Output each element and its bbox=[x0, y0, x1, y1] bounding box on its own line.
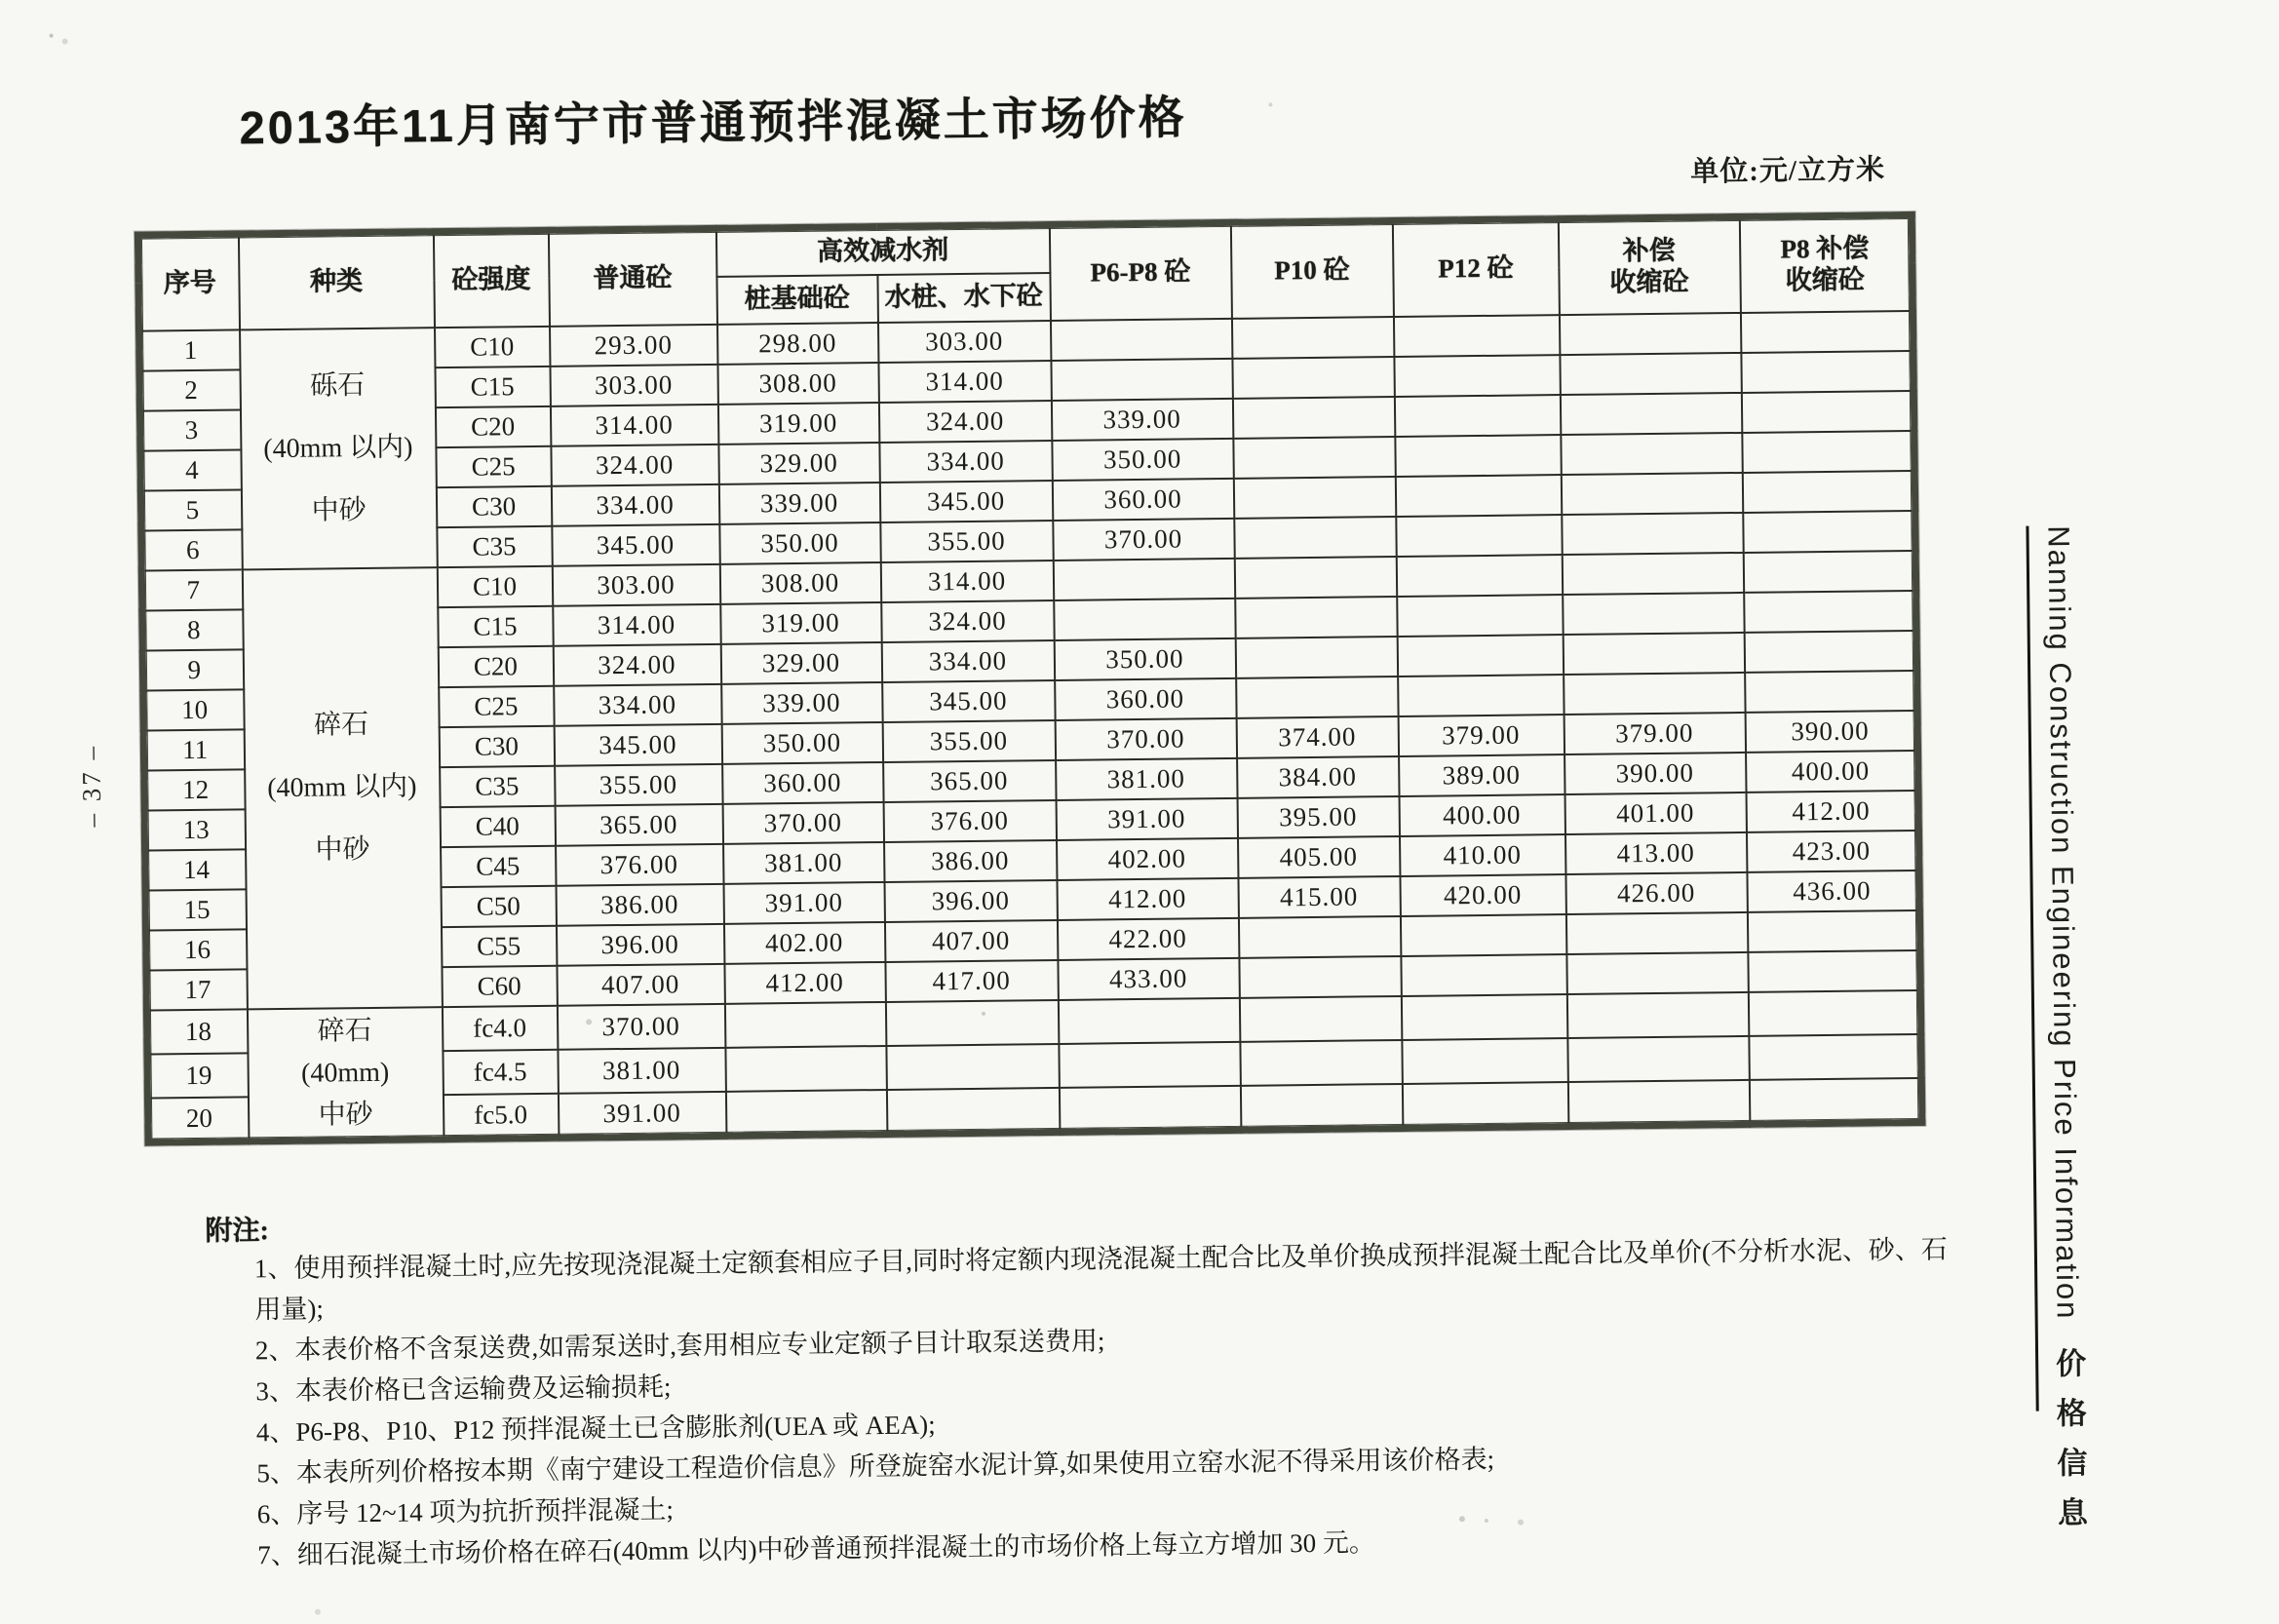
price-cell: 389.00 bbox=[1399, 754, 1564, 796]
note-item: 4、P6-P8、P10、P12 预拌混凝土已含膨胀剂(UEA 或 AEA); bbox=[255, 1410, 936, 1448]
price-cell: 334.00 bbox=[551, 483, 718, 525]
price-cell: 417.00 bbox=[885, 959, 1058, 1001]
price-cell: 329.00 bbox=[720, 641, 881, 683]
price-cell bbox=[886, 1088, 1060, 1134]
note-item: 1、使用预拌混凝土时,应先按现浇混凝土定额套相应子目,同时将定额内现浇混凝土配合比及单价换成预拌混凝土配合比及单价(不分析水泥、砂、石用量); bbox=[253, 1234, 1949, 1325]
price-cell bbox=[1235, 596, 1397, 638]
strength-grade-cell: fc5.0 bbox=[443, 1094, 559, 1140]
row-number-cell: 2 bbox=[139, 369, 240, 410]
price-cell: 370.00 bbox=[557, 1003, 725, 1049]
price-cell bbox=[1393, 315, 1559, 357]
header-p10: P10 砼 bbox=[1230, 221, 1393, 319]
row-number-cell: 6 bbox=[141, 529, 242, 570]
price-cell: 391.00 bbox=[1056, 797, 1237, 839]
price-cell bbox=[1564, 672, 1745, 714]
price-cell bbox=[724, 1001, 886, 1047]
price-cell bbox=[1395, 475, 1561, 517]
price-cell: 324.00 bbox=[553, 643, 720, 685]
price-cell bbox=[1749, 1034, 1922, 1080]
price-cell bbox=[1239, 995, 1402, 1041]
price-cell bbox=[1231, 317, 1393, 359]
price-cell bbox=[1396, 555, 1562, 597]
sidebar-vertical-text bbox=[2036, 525, 2090, 1547]
notes-section bbox=[205, 1189, 1963, 1575]
price-cell: 339.00 bbox=[1051, 398, 1232, 440]
price-cell bbox=[1743, 510, 1915, 552]
price-cell bbox=[1562, 552, 1743, 594]
price-cell bbox=[1233, 437, 1395, 479]
aggregate-type-cell: 碎石 (40mm) 中砂 bbox=[247, 1007, 444, 1141]
strength-grade-cell: C10 bbox=[437, 565, 552, 606]
header-water-pile: 水桩、水下砼 bbox=[877, 273, 1051, 323]
price-cell bbox=[1566, 991, 1749, 1037]
row-number-cell: 3 bbox=[139, 409, 240, 450]
price-cell: 433.00 bbox=[1058, 957, 1239, 999]
strength-grade-cell: C25 bbox=[436, 445, 551, 486]
sidebar-text-chinese: 价格信息 bbox=[2050, 1347, 2088, 1547]
header-p12: P12 砼 bbox=[1392, 219, 1559, 317]
strength-grade-cell: C30 bbox=[439, 725, 554, 766]
price-cell: 314.00 bbox=[880, 560, 1053, 601]
price-cell bbox=[1239, 955, 1401, 997]
price-cell bbox=[1054, 598, 1235, 639]
price-cell bbox=[1235, 636, 1397, 677]
price-cell bbox=[1567, 1036, 1750, 1082]
price-cell: 308.00 bbox=[717, 363, 878, 405]
price-cell: 360.00 bbox=[1052, 478, 1233, 520]
price-cell bbox=[1744, 630, 1916, 672]
price-cell: 386.00 bbox=[556, 883, 723, 925]
header-p6p8: P6-P8 砼 bbox=[1049, 222, 1231, 320]
row-number-cell: 1 bbox=[139, 329, 240, 370]
price-cell bbox=[1402, 1038, 1568, 1084]
price-cell bbox=[1401, 954, 1566, 996]
row-number-cell: 15 bbox=[145, 889, 246, 930]
note-item: 7、细石混凝土市场价格在碎石(40mm 以内)中砂普通预拌混凝土的市场价格上每立方增加 30 元。 bbox=[257, 1527, 1376, 1570]
price-cell: 308.00 bbox=[719, 561, 880, 603]
header-pile-foundation: 桩基础砼 bbox=[716, 275, 878, 325]
price-cell: 370.00 bbox=[1053, 518, 1234, 560]
price-cell: 422.00 bbox=[1057, 917, 1238, 959]
price-cell bbox=[1565, 911, 1747, 953]
price-cell bbox=[1742, 430, 1914, 472]
price-cell bbox=[885, 999, 1059, 1045]
price-cell: 423.00 bbox=[1746, 830, 1918, 871]
price-cell: 410.00 bbox=[1399, 834, 1564, 876]
price-cell: 374.00 bbox=[1236, 715, 1398, 757]
price-cell bbox=[1394, 395, 1560, 437]
strength-grade-cell: C55 bbox=[441, 925, 556, 966]
price-cell: 298.00 bbox=[716, 323, 877, 365]
header-compensating-line2: 收缩砼 bbox=[1609, 266, 1689, 297]
strength-grade-cell: C50 bbox=[441, 885, 556, 926]
price-cell: 370.00 bbox=[722, 801, 883, 843]
price-cell: 334.00 bbox=[554, 683, 721, 725]
strength-grade-cell: fc4.5 bbox=[443, 1049, 559, 1094]
price-cell: 420.00 bbox=[1400, 874, 1565, 916]
header-type: 种类 bbox=[238, 232, 434, 329]
price-cell bbox=[1567, 1080, 1750, 1126]
header-strength: 砼强度 bbox=[433, 230, 549, 327]
row-number-cell: 19 bbox=[147, 1053, 249, 1098]
price-cell bbox=[1238, 915, 1400, 957]
price-cell bbox=[1232, 357, 1394, 399]
price-cell: 390.00 bbox=[1745, 710, 1917, 752]
price-cell bbox=[1240, 1040, 1403, 1086]
price-table bbox=[135, 212, 1926, 1145]
header-reducer-group: 高效减水剂 bbox=[715, 225, 1050, 277]
row-number-cell: 9 bbox=[142, 649, 243, 690]
price-cell: 350.00 bbox=[1054, 638, 1235, 679]
note-item: 3、本表价格已含运输费及运输损耗; bbox=[255, 1372, 672, 1407]
note-item: 2、本表价格不含泵送费,如需泵送时,套用相应专业定额子目计取泵送费用; bbox=[254, 1326, 1105, 1366]
row-number-cell: 11 bbox=[143, 729, 244, 770]
price-cell bbox=[725, 1046, 887, 1092]
header-compensating bbox=[1558, 216, 1740, 314]
price-cell bbox=[1561, 432, 1742, 474]
price-cell: 345.00 bbox=[554, 723, 721, 765]
strength-grade-cell: C25 bbox=[439, 685, 554, 726]
price-cell: 293.00 bbox=[550, 324, 717, 366]
row-number-cell: 20 bbox=[147, 1097, 249, 1141]
price-cell bbox=[1740, 310, 1912, 352]
row-number-cell: 4 bbox=[140, 449, 241, 490]
price-cell bbox=[1748, 949, 1920, 991]
price-cell: 376.00 bbox=[883, 799, 1056, 841]
notes-list bbox=[206, 1228, 1964, 1575]
price-table-container bbox=[135, 212, 1926, 1145]
price-cell: 355.00 bbox=[882, 719, 1055, 761]
price-cell bbox=[1234, 556, 1396, 598]
row-number-cell: 5 bbox=[140, 489, 241, 530]
unit-label: 单位:元/立方米 bbox=[1690, 154, 1886, 188]
price-cell bbox=[1747, 909, 1919, 951]
price-cell: 370.00 bbox=[1055, 717, 1236, 759]
price-cell: 303.00 bbox=[550, 364, 717, 406]
sidebar-text-english: Nanning Construction Engineering Price Information bbox=[2041, 525, 2085, 1321]
price-cell bbox=[1058, 997, 1240, 1043]
header-p8-compensating-line1: P8 补偿 bbox=[1780, 233, 1870, 264]
price-cell: 402.00 bbox=[1057, 837, 1238, 879]
price-cell bbox=[1560, 392, 1741, 434]
price-cell bbox=[1232, 397, 1394, 439]
price-cell: 407.00 bbox=[557, 963, 724, 1005]
strength-grade-cell: C15 bbox=[435, 366, 550, 406]
price-cell bbox=[1236, 676, 1398, 717]
price-cell bbox=[1050, 318, 1231, 360]
price-cell bbox=[1051, 358, 1232, 400]
strength-grade-cell: C35 bbox=[440, 765, 555, 806]
price-cell bbox=[1561, 472, 1742, 514]
price-cell bbox=[1560, 352, 1741, 394]
strength-grade-cell: C20 bbox=[435, 406, 550, 446]
price-cell bbox=[1402, 1082, 1568, 1128]
price-cell: 350.00 bbox=[721, 721, 882, 763]
price-cell: 381.00 bbox=[1056, 757, 1237, 799]
price-cell: 360.00 bbox=[1055, 677, 1236, 719]
price-cell: 324.00 bbox=[881, 599, 1054, 641]
price-cell bbox=[1566, 951, 1748, 993]
price-cell: 391.00 bbox=[723, 881, 884, 923]
price-cell: 405.00 bbox=[1238, 835, 1400, 877]
strength-grade-cell: C40 bbox=[440, 805, 555, 846]
price-cell: 391.00 bbox=[558, 1092, 726, 1138]
price-cell bbox=[1741, 390, 1913, 432]
price-cell: 334.00 bbox=[879, 440, 1052, 482]
price-cell bbox=[1053, 558, 1234, 599]
aggregate-type-cell: 碎石 (40mm 以内) 中砂 bbox=[242, 567, 442, 1009]
price-cell: 329.00 bbox=[718, 443, 879, 484]
row-number-cell: 8 bbox=[142, 609, 243, 650]
price-cell: 412.00 bbox=[1057, 877, 1238, 919]
price-cell: 400.00 bbox=[1746, 750, 1918, 792]
notes-title: 附注: bbox=[205, 1216, 270, 1247]
price-cell: 324.00 bbox=[878, 400, 1051, 442]
price-cell: 339.00 bbox=[718, 483, 879, 524]
row-number-cell: 7 bbox=[141, 569, 242, 610]
price-cell: 412.00 bbox=[724, 961, 885, 1003]
price-cell: 360.00 bbox=[722, 761, 883, 803]
price-cell bbox=[1396, 515, 1562, 557]
price-cell bbox=[886, 1044, 1060, 1090]
price-cell: 303.00 bbox=[877, 321, 1050, 363]
price-cell: 379.00 bbox=[1564, 712, 1745, 754]
page-number: – 37 – bbox=[76, 743, 107, 828]
strength-grade-cell: C15 bbox=[438, 605, 553, 646]
price-cell: 412.00 bbox=[1746, 790, 1918, 831]
price-cell bbox=[1559, 312, 1740, 354]
price-cell: 314.00 bbox=[878, 361, 1051, 403]
price-cell: 324.00 bbox=[551, 444, 718, 485]
strength-grade-cell: C60 bbox=[442, 965, 557, 1006]
price-cell bbox=[1743, 550, 1915, 592]
price-cell: 314.00 bbox=[553, 603, 720, 645]
price-cell: 426.00 bbox=[1565, 871, 1747, 913]
price-cell: 396.00 bbox=[884, 879, 1057, 921]
price-cell: 345.00 bbox=[882, 679, 1055, 721]
row-number-cell: 18 bbox=[146, 1009, 248, 1054]
price-cell: 396.00 bbox=[556, 923, 723, 965]
aggregate-type-cell: 砾石 (40mm 以内) 中砂 bbox=[240, 328, 438, 569]
price-cell: 314.00 bbox=[550, 404, 717, 445]
row-number-cell: 10 bbox=[143, 689, 244, 730]
price-cell: 413.00 bbox=[1564, 831, 1746, 873]
price-cell bbox=[725, 1090, 887, 1136]
price-cell bbox=[1395, 435, 1561, 477]
price-cell: 350.00 bbox=[719, 522, 880, 563]
price-cell bbox=[1059, 1042, 1241, 1088]
price-cell bbox=[1563, 632, 1744, 674]
price-cell: 436.00 bbox=[1747, 870, 1919, 911]
row-number-cell: 13 bbox=[144, 809, 245, 850]
header-p8-compensating bbox=[1739, 214, 1912, 312]
price-cell bbox=[1744, 590, 1916, 632]
price-cell: 386.00 bbox=[884, 839, 1057, 881]
price-cell bbox=[1397, 595, 1563, 637]
header-ordinary: 普通砼 bbox=[548, 228, 716, 326]
price-cell: 339.00 bbox=[721, 681, 882, 723]
price-cell bbox=[1562, 512, 1743, 554]
price-cell bbox=[1394, 355, 1560, 397]
price-cell bbox=[1233, 477, 1395, 519]
price-cell: 381.00 bbox=[723, 841, 884, 883]
price-cell bbox=[1240, 1084, 1403, 1130]
page-title: 2013年11月南宁市普通预拌混凝土市场价格 bbox=[239, 91, 1188, 154]
strength-grade-cell: C10 bbox=[435, 326, 550, 367]
price-cell: 334.00 bbox=[881, 639, 1054, 681]
price-cell: 381.00 bbox=[558, 1047, 726, 1093]
price-cell: 319.00 bbox=[720, 601, 881, 643]
price-cell bbox=[1748, 989, 1921, 1035]
price-cell bbox=[1398, 675, 1564, 716]
price-cell bbox=[1749, 1078, 1922, 1124]
price-cell: 415.00 bbox=[1238, 875, 1400, 917]
price-cell: 365.00 bbox=[883, 759, 1056, 801]
price-cell: 402.00 bbox=[723, 921, 884, 963]
header-p8-compensating-line2: 收缩砼 bbox=[1785, 264, 1865, 295]
price-cell: 390.00 bbox=[1564, 752, 1746, 793]
price-cell: 395.00 bbox=[1237, 795, 1399, 837]
row-number-cell: 14 bbox=[145, 849, 246, 890]
sidebar-rule bbox=[2026, 525, 2090, 1547]
row-number-cell: 16 bbox=[146, 929, 247, 970]
price-cell: 355.00 bbox=[555, 763, 722, 805]
price-cell: 379.00 bbox=[1398, 715, 1564, 756]
price-cell bbox=[1401, 994, 1567, 1040]
strength-grade-cell: C30 bbox=[436, 485, 551, 526]
price-cell: 376.00 bbox=[556, 843, 723, 885]
price-cell: 303.00 bbox=[552, 563, 719, 605]
price-cell: 400.00 bbox=[1399, 794, 1564, 836]
price-cell bbox=[1741, 350, 1913, 392]
row-number-cell: 17 bbox=[146, 969, 247, 1010]
price-cell bbox=[1742, 470, 1914, 512]
price-cell bbox=[1400, 914, 1565, 956]
strength-grade-cell: C20 bbox=[438, 645, 553, 686]
note-item: 5、本表所列价格按本期《南宁建设工程造价信息》所登旋窑水泥计算,如果使用立窑水泥不得采用该价格表; bbox=[256, 1444, 1495, 1489]
note-item: 6、序号 12~14 项为抗折预拌混凝土; bbox=[256, 1494, 675, 1529]
header-no: 序号 bbox=[137, 234, 239, 330]
header-compensating-line1: 补偿 bbox=[1622, 235, 1676, 266]
price-cell: 355.00 bbox=[880, 520, 1053, 561]
strength-grade-cell: C45 bbox=[441, 845, 556, 886]
price-cell: 345.00 bbox=[552, 523, 719, 565]
price-cell bbox=[1563, 592, 1744, 634]
price-cell bbox=[1234, 516, 1396, 558]
price-cell: 365.00 bbox=[555, 803, 722, 845]
price-cell bbox=[1745, 670, 1917, 712]
price-cell: 401.00 bbox=[1564, 792, 1746, 833]
price-cell: 345.00 bbox=[879, 480, 1052, 522]
price-cell: 384.00 bbox=[1237, 755, 1399, 797]
strength-grade-cell: C35 bbox=[437, 525, 552, 566]
row-number-cell: 12 bbox=[144, 769, 245, 810]
price-cell: 407.00 bbox=[884, 919, 1057, 961]
strength-grade-cell: fc4.0 bbox=[442, 1005, 558, 1050]
price-cell bbox=[1059, 1086, 1241, 1132]
price-cell: 350.00 bbox=[1052, 438, 1233, 480]
scan-specks bbox=[50, 34, 54, 38]
price-cell: 319.00 bbox=[717, 403, 878, 445]
price-table-body bbox=[139, 310, 1922, 1141]
price-cell bbox=[1397, 635, 1563, 677]
